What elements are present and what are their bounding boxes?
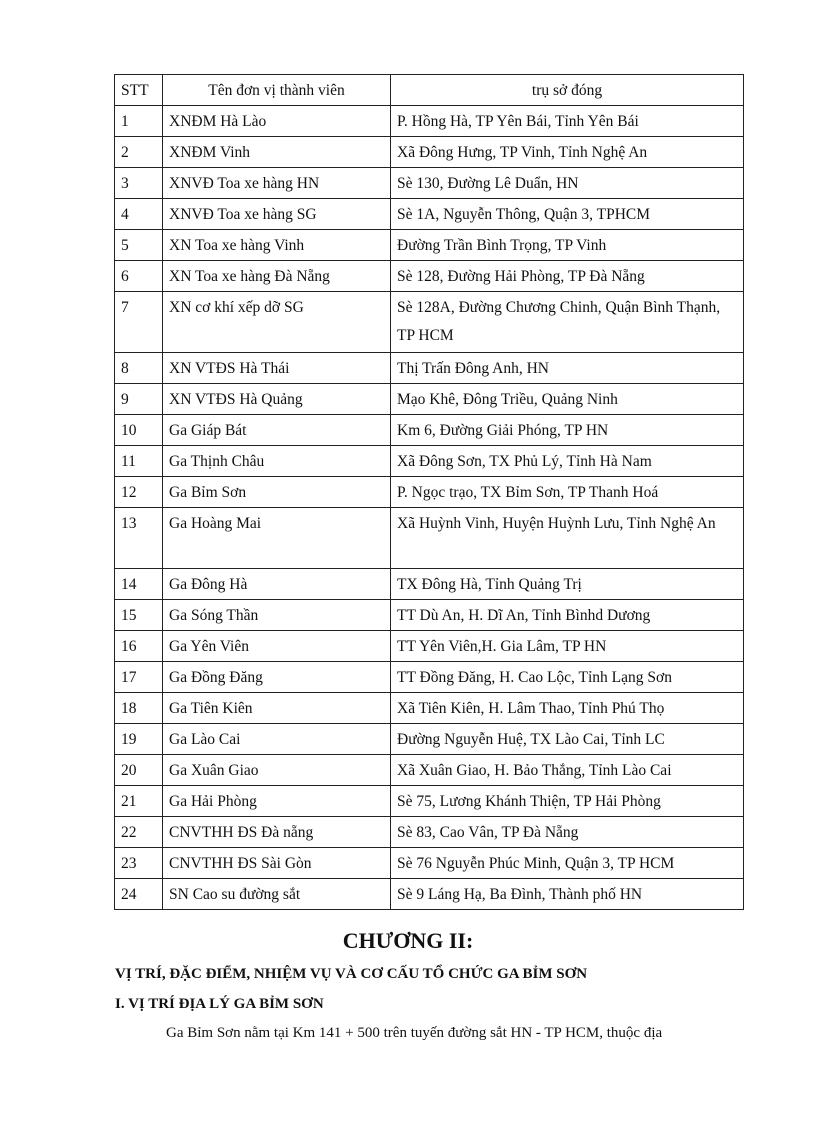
cell-stt: 5 — [115, 230, 163, 261]
cell-stt: 10 — [115, 415, 163, 446]
cell-address: Sè 128, Đường Hải Phòng, TP Đà Nẵng — [391, 261, 744, 292]
cell-address: Sè 130, Đường Lê Duẩn, HN — [391, 168, 744, 199]
table-row — [115, 879, 744, 910]
cell-stt: 19 — [115, 724, 163, 755]
table-row — [115, 662, 744, 693]
cell-address: Xã Xuân Giao, H. Bảo Thắng, Tỉnh Lào Cai — [391, 755, 744, 786]
cell-stt: 18 — [115, 693, 163, 724]
table-body — [115, 106, 744, 910]
cell-unit-name: XN Toa xe hàng Vinh — [163, 230, 391, 261]
cell-address: TX Đông Hà, Tỉnh Quảng Trị — [391, 569, 744, 600]
cell-unit-name: Ga Tiên Kiên — [163, 693, 391, 724]
cell-unit-name: Ga Đông Hà — [163, 569, 391, 600]
table-row — [115, 106, 744, 137]
table-row — [115, 724, 744, 755]
cell-address: Xã Tiên Kiên, H. Lâm Thao, Tỉnh Phú Thọ — [391, 693, 744, 724]
table-row — [115, 415, 744, 446]
cell-stt: 13 — [115, 508, 163, 569]
cell-unit-name: Ga Bỉm Sơn — [163, 477, 391, 508]
table-header-row — [115, 75, 744, 106]
cell-stt: 17 — [115, 662, 163, 693]
table-row — [115, 600, 744, 631]
cell-address: P. Ngọc trạo, TX Bỉm Sơn, TP Thanh Hoá — [391, 477, 744, 508]
cell-stt: 16 — [115, 631, 163, 662]
cell-unit-name: Ga Yên Viên — [163, 631, 391, 662]
cell-unit-name: XNĐM Hà Lào — [163, 106, 391, 137]
cell-address: Sè 76 Nguyễn Phúc Minh, Quận 3, TP HCM — [391, 848, 744, 879]
table-row — [115, 230, 744, 261]
cell-address: Thị Trấn Đông Anh, HN — [391, 353, 744, 384]
cell-stt: 15 — [115, 600, 163, 631]
chapter-title: CHƯƠNG II: — [342, 928, 474, 953]
cell-unit-name: XN VTĐS Hà Quảng — [163, 384, 391, 415]
cell-stt: 23 — [115, 848, 163, 879]
table-row — [115, 508, 744, 569]
cell-unit-name: XNĐM Vinh — [163, 137, 391, 168]
cell-unit-name: Ga Sóng Thần — [163, 600, 391, 631]
table-row — [115, 137, 744, 168]
body-paragraph: Ga Bỉm Sơn nằm tại Km 141 + 500 trên tuyến đường sắt HN - TP HCM, thuộc địa — [166, 1025, 663, 1041]
section-heading: VỊ TRÍ, ĐẶC ĐIỂM, NHIỆM VỤ VÀ CƠ CẤU TỔ CHỨC GA BỈM SƠN — [115, 966, 588, 982]
cell-address: TT Dù An, H. Dĩ An, Tỉnh Bìnhd Dương — [391, 600, 744, 631]
cell-stt: 2 — [115, 137, 163, 168]
table-row — [115, 199, 744, 230]
cell-address: Xã Đông Hưng, TP Vinh, Tỉnh Nghệ An — [391, 137, 744, 168]
table-row — [115, 569, 744, 600]
cell-unit-name: XNVĐ Toa xe hàng HN — [163, 168, 391, 199]
cell-stt: 6 — [115, 261, 163, 292]
header-stt: STT — [115, 75, 163, 106]
cell-stt: 11 — [115, 446, 163, 477]
cell-stt: 21 — [115, 786, 163, 817]
cell-unit-name: Ga Hải Phòng — [163, 786, 391, 817]
cell-unit-name: Ga Giáp Bát — [163, 415, 391, 446]
cell-address: Sè 1A, Nguyễn Thông, Quận 3, TPHCM — [391, 199, 744, 230]
cell-stt: 9 — [115, 384, 163, 415]
cell-unit-name: CNVTHH ĐS Sài Gòn — [163, 848, 391, 879]
cell-stt: 20 — [115, 755, 163, 786]
cell-stt: 4 — [115, 199, 163, 230]
cell-stt: 12 — [115, 477, 163, 508]
cell-unit-name: Ga Hoàng Mai — [163, 508, 391, 569]
cell-stt: 22 — [115, 817, 163, 848]
cell-unit-name: XN cơ khí xếp dỡ SG — [163, 292, 391, 353]
cell-address: Km 6, Đường Giải Phóng, TP HN — [391, 415, 744, 446]
cell-stt: 14 — [115, 569, 163, 600]
cell-unit-name: XN Toa xe hàng Đà Nẵng — [163, 261, 391, 292]
cell-address: Sè 83, Cao Vân, TP Đà Nẵng — [391, 817, 744, 848]
cell-unit-name: Ga Thịnh Châu — [163, 446, 391, 477]
table-row — [115, 786, 744, 817]
subsection-heading: I. VỊ TRÍ ĐỊA LÝ GA BỈM SƠN — [115, 996, 324, 1012]
cell-stt: 1 — [115, 106, 163, 137]
cell-unit-name: SN Cao su đường sắt — [163, 879, 391, 910]
cell-address: Sè 9 Láng Hạ, Ba Đình, Thành phố HN — [391, 879, 744, 910]
cell-address: TT Yên Viên,H. Gia Lâm, TP HN — [391, 631, 744, 662]
table-row — [115, 817, 744, 848]
cell-address: Xã Đông Sơn, TX Phủ Lý, Tỉnh Hà Nam — [391, 446, 744, 477]
cell-stt: 24 — [115, 879, 163, 910]
table-row — [115, 292, 744, 353]
cell-address: Mạo Khê, Đông Triều, Quảng Ninh — [391, 384, 744, 415]
table-row — [115, 261, 744, 292]
table-row — [115, 848, 744, 879]
table-row — [115, 477, 744, 508]
table-row — [115, 631, 744, 662]
cell-address: Sè 128A, Đường Chương Chinh, Quận Bình Thạnh, TP HCM — [391, 292, 744, 353]
cell-unit-name: Ga Đồng Đăng — [163, 662, 391, 693]
cell-unit-name: CNVTHH ĐS Đà nẵng — [163, 817, 391, 848]
cell-address: Xã Huỳnh Vinh, Huyện Huỳnh Lưu, Tỉnh Nghệ An — [391, 508, 744, 569]
member-units-table — [114, 74, 744, 910]
table-row — [115, 446, 744, 477]
table-row — [115, 755, 744, 786]
cell-address: TT Đồng Đăng, H. Cao Lộc, Tỉnh Lạng Sơn — [391, 662, 744, 693]
table-row — [115, 693, 744, 724]
cell-stt: 8 — [115, 353, 163, 384]
header-address: trụ sở đóng — [391, 75, 744, 106]
cell-address: Sè 75, Lương Khánh Thiện, TP Hải Phòng — [391, 786, 744, 817]
table-row — [115, 384, 744, 415]
cell-address: Đường Nguyễn Huệ, TX Lào Cai, Tỉnh LC — [391, 724, 744, 755]
cell-unit-name: XNVĐ Toa xe hàng SG — [163, 199, 391, 230]
cell-unit-name: XN VTĐS Hà Thái — [163, 353, 391, 384]
header-unit-name: Tên đơn vị thành viên — [163, 75, 391, 106]
cell-address: Đường Trần Bình Trọng, TP Vinh — [391, 230, 744, 261]
cell-unit-name: Ga Lào Cai — [163, 724, 391, 755]
table-row — [115, 168, 744, 199]
cell-stt: 7 — [115, 292, 163, 353]
cell-unit-name: Ga Xuân Giao — [163, 755, 391, 786]
cell-stt: 3 — [115, 168, 163, 199]
cell-address: P. Hồng Hà, TP Yên Bái, Tỉnh Yên Bái — [391, 106, 744, 137]
table-row — [115, 353, 744, 384]
